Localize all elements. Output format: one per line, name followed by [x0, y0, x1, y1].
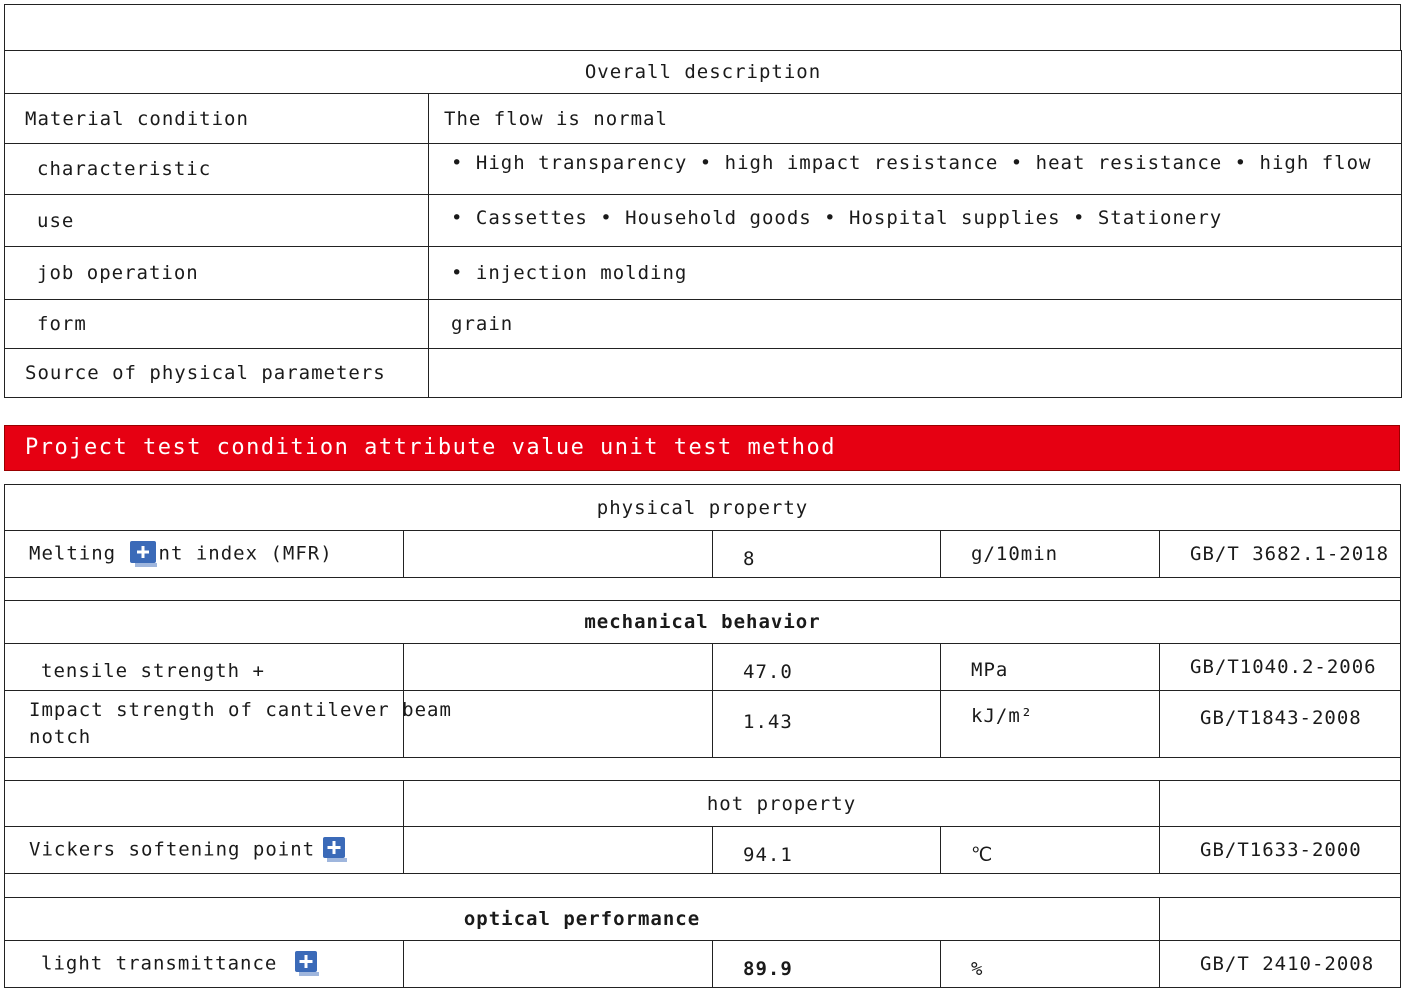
vickers-method: GB/T1633-2000 [1160, 827, 1401, 874]
melt-index-unit: g/10min [941, 531, 1160, 578]
impact-strength-label-cell [5, 691, 452, 758]
overall-description-table [4, 50, 1402, 398]
optical-performance-heading: optical performance [5, 898, 1160, 941]
impact-strength-label-line1: Impact strength of cantilever beam [29, 699, 452, 721]
transmittance-condition [404, 941, 713, 988]
spacer-row [5, 874, 1401, 898]
impact-strength-label-line2: notch [29, 726, 92, 748]
transmittance-value: 89.9 [713, 941, 941, 988]
melt-index-method: GB/T 3682.1-2018 [1160, 531, 1401, 578]
impact-strength-value: 1.43 [713, 691, 941, 758]
vickers-label: Vickers softening point [29, 838, 316, 861]
plus-square-icon[interactable] [295, 951, 321, 977]
row-label-characteristic: characteristic [5, 144, 429, 195]
row-label-form: form [5, 300, 429, 349]
transmittance-label-cell [5, 941, 404, 988]
vickers-condition [404, 827, 713, 874]
melt-index-value: 8 [713, 531, 941, 578]
plus-square-icon[interactable] [323, 837, 349, 863]
row-label-use: use [5, 195, 429, 247]
transmittance-method: GB/T 2410-2008 [1160, 941, 1401, 988]
hot-property-blank-right [1160, 781, 1401, 827]
row-label-material-condition: Material condition [5, 94, 429, 144]
optical-blank-right [1160, 898, 1401, 941]
section-header-bar: Project test condition attribute value unit test method [4, 425, 1400, 471]
row-value-job-operation: • injection molding [429, 247, 1402, 300]
transmittance-unit: % [941, 941, 1160, 988]
row-value-form: grain [429, 300, 1402, 349]
spacer-row [5, 758, 1401, 781]
melt-index-label-part2: nt index (MFR) [158, 542, 333, 565]
row-label-job-operation: job operation [5, 247, 429, 300]
spacer-row [5, 578, 1401, 601]
transmittance-label: light transmittance [41, 952, 278, 975]
overall-description-heading: Overall description [5, 51, 1402, 94]
vickers-label-cell [5, 827, 404, 874]
melt-index-condition [404, 531, 713, 578]
tensile-strength-condition [404, 644, 713, 691]
vickers-value: 94.1 [713, 827, 941, 874]
hot-property-blank-left [5, 781, 404, 827]
row-label-source: Source of physical parameters [5, 349, 429, 398]
tensile-strength-method: GB/T1040.2-2006 [1160, 644, 1401, 691]
tensile-strength-unit: MPa [941, 644, 1160, 691]
tensile-strength-label: tensile strength + [5, 644, 404, 691]
hot-property-heading: hot property [404, 781, 1160, 827]
melt-index-label-part1: Melting [29, 542, 129, 565]
physical-property-heading: physical property [5, 485, 1401, 531]
impact-strength-unit: kJ/m² [941, 691, 1160, 758]
row-value-source [429, 349, 1402, 398]
row-value-material-condition: The flow is normal [429, 94, 1402, 144]
top-blank-row [4, 4, 1401, 51]
impact-strength-method: GB/T1843-2008 [1160, 691, 1401, 758]
properties-table [4, 484, 1401, 988]
row-value-characteristic: • High transparency • high impact resistance • heat resistance • high flow [429, 144, 1402, 195]
plus-square-icon[interactable] [129, 541, 159, 567]
row-value-use: • Cassettes • Household goods • Hospital supplies • Stationery [429, 195, 1402, 247]
mechanical-behavior-heading: mechanical behavior [5, 601, 1401, 644]
vickers-unit: ℃ [941, 827, 1160, 874]
tensile-strength-value: 47.0 [713, 644, 941, 691]
melt-index-label-cell [5, 531, 404, 578]
